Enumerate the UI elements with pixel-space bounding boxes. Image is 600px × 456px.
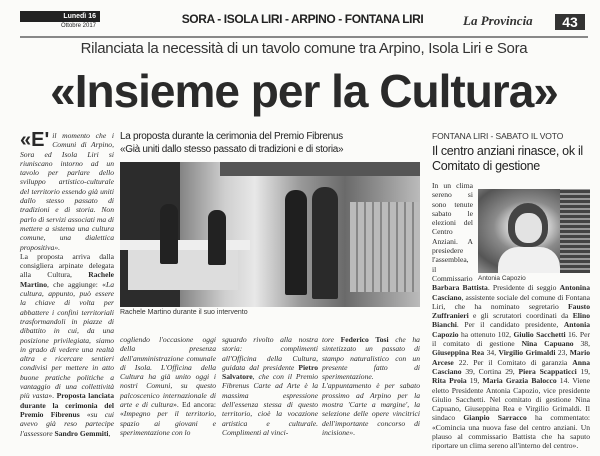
bold-name: Rachele Martino xyxy=(20,270,114,289)
bold-name: Antonia Capozio xyxy=(432,320,590,339)
text-run: , assistente sociale del comune di Fontana Liri, che ha nominato segretario xyxy=(432,292,590,311)
text-run: 19, xyxy=(576,366,591,376)
text-run: tore xyxy=(322,335,341,344)
bold-name: Mario Arcese xyxy=(432,348,591,367)
text-run: ». xyxy=(48,391,57,401)
subhead-line-1: La proposta durante la cerimonia del Premio Fibrenus xyxy=(120,131,343,142)
newspaper-logo: La Provincia xyxy=(463,13,533,28)
bold-name: Rita Proia xyxy=(432,376,467,386)
text-run: . Per il candidato presidente, xyxy=(456,320,564,330)
bold-name: Antonina Casciano xyxy=(432,283,590,302)
text-run: cogliendo l'occasione oggi della presenza dell'amministrazione comunale di Isola. L'Officina della Cultura ha già unito oggi i nostri Comuni, su questo palcoscenico internazionale di arte e di cultura xyxy=(120,335,216,410)
text-run: 19, xyxy=(466,376,483,386)
date-day: Lunedì 16 xyxy=(20,11,100,22)
bold-name: Nina Capuano xyxy=(521,339,574,349)
side-article-headline: Il centro anziani rinasce, ok il Comitato di gestione xyxy=(432,144,583,173)
article-subheadline xyxy=(120,131,422,156)
bold-name: Sandro Gemmiti xyxy=(54,428,109,438)
bold-name: Pietro Salvatore xyxy=(222,362,318,382)
bold-name: Piera Scappaticci xyxy=(518,366,577,376)
article-column-4 xyxy=(322,335,420,437)
article-column-2 xyxy=(120,335,216,437)
text-run: 16. Per il comitato di gestione xyxy=(432,329,591,349)
article-kicker: Rilanciata la necessità di un tavolo comune tra Arpino, Isola Liri e Sora xyxy=(80,40,528,57)
photo-ceiling-beam xyxy=(220,162,420,176)
text-run: 34, xyxy=(484,348,499,358)
side-article-body xyxy=(432,181,590,451)
article-headline: «Insieme per la Cultura» xyxy=(50,65,558,117)
portrait-image xyxy=(478,189,590,273)
bold-name: Barbara Battista xyxy=(432,283,488,293)
date-month-year: Ottobre 2017 xyxy=(60,23,96,29)
side-article-photo xyxy=(478,189,590,281)
article-column-3 xyxy=(222,335,318,437)
text-run: In un clima sereno si sono tenute sabato le elezioni del Centro Anziani. A presiedere l'assemblea, il Commissario xyxy=(432,181,473,283)
bold-name: Virgilio Grimaldi xyxy=(498,348,556,358)
photo-person xyxy=(208,210,226,265)
text-run: ha ottenuto 102, xyxy=(458,329,514,339)
bold-name: Maria Grazia Balocco xyxy=(482,376,557,386)
bold-name: Fausto Zuffranieri xyxy=(432,301,590,321)
photo-person xyxy=(285,190,307,295)
side-article-kicker: FONTANA LIRI - SABATO IL VOTO xyxy=(432,131,564,141)
portrait-shoulders xyxy=(498,247,560,273)
article-photo xyxy=(120,162,420,307)
bold-name: Anna Casciano xyxy=(432,357,590,376)
text-run: su cui avevo già reso partecipe l'assessore xyxy=(20,409,114,438)
text-run: La cultura, appunto, può essere la chiave di volta per abbattere i confini territoriali trasformandoli in piazze di dibattito in cui, da una posizione privilegiata, siamo in grado di vedere una realtà altra e ricercare sentieri condivisi per mettere in atto buone pratiche politiche a vantaggio di una collettività più vasta xyxy=(20,279,114,401)
text-run: Impegno per il territorio, spazio ai giovani e sperimentazione con lo xyxy=(120,409,216,437)
text-run: La proposta arriva dalla consigliera arpinate delegata alla Cultura, xyxy=(20,251,114,280)
text-run: 22. Per il Comitato di garanzia xyxy=(453,357,573,367)
text-run: il momento che i Comuni di Arpino, Sora ed Isola Liri si riuniscano intorno ad un tavolo per parlare dello sviluppo artistico-culturale del territorio essendo già uniti dallo stesso passato di tradizioni e di storia. Non parlo di servizi associati ma di mettere a sistema una cultura comune, una dialettica propositiva». xyxy=(20,131,114,252)
text-run: 39, Cortina 29, xyxy=(461,366,519,376)
photo-table-top xyxy=(120,240,250,250)
text-run: , che aggiunge: « xyxy=(47,279,106,289)
subhead-line-2: «Già uniti dallo stesso passato di tradizioni e di storia» xyxy=(120,143,344,155)
photo-person xyxy=(160,204,178,264)
text-run: ». Ed ancora: « xyxy=(120,400,216,419)
portrait-window-grid xyxy=(560,189,590,273)
photo-person xyxy=(312,187,338,299)
text-run: sguardo rivolto alla nostra storia: complimenti all'Officina della Cultura, guidata dal presidente xyxy=(222,335,318,372)
text-run: , xyxy=(108,428,111,438)
photo-caption: Rachele Martino durante il suo intervento xyxy=(120,309,248,316)
text-run: 14. Viene eletto Presidente Antonia Capozio, vice presidente Giulio Sacchetti. Nel comitato di gestione Nina Capuano, Giuseppina Rea e Virgilio Grimaldi. Il sindaco xyxy=(432,376,590,423)
bold-name: Proposta lanciata durante la cerimonia del Premio Fibrenus xyxy=(20,391,114,419)
portrait-face xyxy=(515,213,542,243)
bold-name: Giuseppina Rea xyxy=(432,348,485,358)
text-run: 23, xyxy=(555,348,570,358)
text-run: che ha sintetizzato un passato di stampo naturalistico con un presente fatto di sperimentazione. L'appuntamento è per sabato prossimo ad Arpino per la mostra 'Carte a margine', la selezione delle opere vincitrici dell'importante concorso di incisione». xyxy=(322,335,420,437)
drop-cap: «E' xyxy=(20,129,50,151)
photo-panels xyxy=(350,202,420,292)
bold-name: Giulio Sacchetti xyxy=(513,329,566,339)
text-run: 38, xyxy=(573,339,590,349)
text-run: . Presidente di seggio xyxy=(487,283,560,293)
page-number: 43 xyxy=(555,14,585,30)
text-run: « xyxy=(79,409,91,419)
article-column-1 xyxy=(20,131,114,438)
text-run: e gli scrutatori coordinati da xyxy=(468,311,573,321)
header-divider xyxy=(20,36,588,38)
section-title: SORA - ISOLA LIRI - ARPINO - FONTANA LIRI xyxy=(181,12,424,26)
text-run: , che con il Premio Fibrenus Carte ad Arte è la massima espressione dell'essenza stessa di questo territorio, cioè la vocazione artistica e culturale. Complimenti al vinci- xyxy=(222,372,318,437)
bold-name: Elino Bianchi xyxy=(432,311,590,330)
bold-name: Gianpio Sarracco xyxy=(463,413,527,423)
side-photo-caption: Antonia Capozio xyxy=(478,275,526,282)
bold-name: Federico Tosi xyxy=(340,335,389,344)
text-run: ha commentato: «Comincia una nuova fase del centro anziani. Un plauso al commissario Battista che ha saputo riportare un clima sereno all'interno del centro». xyxy=(432,413,590,451)
